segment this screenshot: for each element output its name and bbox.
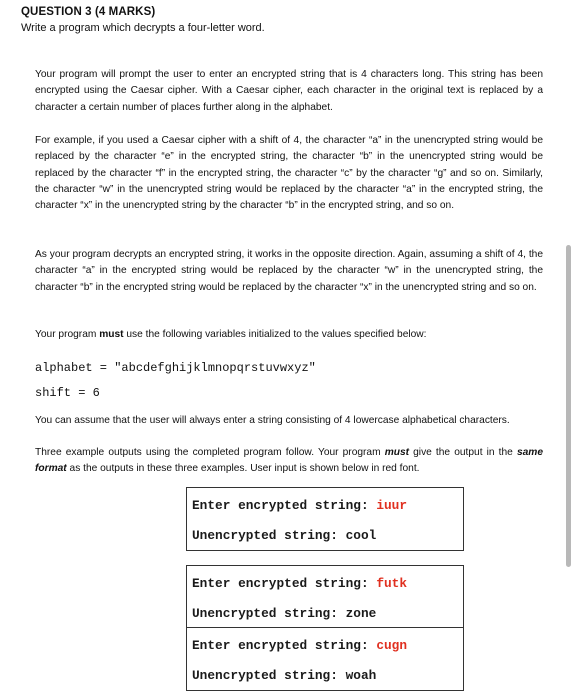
example-result-line: Unencrypted string: cool <box>192 528 377 543</box>
example-prompt-line: Enter encrypted string: cugn <box>192 638 408 653</box>
example-result-line: Unencrypted string: zone <box>192 606 377 621</box>
vertical-scrollbar[interactable] <box>566 245 571 567</box>
paragraph-assumption: You can assume that the user will always enter a string consisting of 4 lowercase alphabetical characters. <box>35 415 510 426</box>
example-prompt-line: Enter encrypted string: futk <box>192 576 408 591</box>
example-output-box <box>186 565 464 629</box>
paragraph-decrypt: As your program decrypts an encrypted string, it works in the opposite direction. Again, assuming a shift of 4, the character “a” in the encrypted string would be replaced by the character “w” in the unencrypted string, the character “b” in the encrypted string would be replaced by the character “x” in the unencrypted string and so on. <box>35 249 543 293</box>
p6-c: give the output in the <box>409 447 517 458</box>
question-number: QUESTION 3 <box>21 6 92 18</box>
example-output-box <box>186 487 464 551</box>
p6-e: as the outputs in these three examples. User input is shown below in red font. <box>66 463 420 475</box>
question-heading <box>21 6 155 18</box>
example-result-line: Unencrypted string: woah <box>192 668 377 683</box>
result-word: cool <box>345 528 377 543</box>
paragraph-example: For example, if you used a Caesar cipher with a shift of 4, the character “a” in the unencrypted string would be replaced by the character “e” in the encrypted string, the character “b” in the unencrypted string would be replaced by the character “f” in the encrypted string, the character “c” by the character “g” and so on. Similarly, the character “w” in the unencrypted string would be replaced by the character “a” in the encrypted string, the character “x” in the unencrypted string by the character “b” in the encrypted string, and so on. <box>35 135 543 212</box>
example-output-box <box>186 627 464 691</box>
question-marks: (4 MARKS) <box>94 6 156 18</box>
p6-same-format: same format <box>35 447 543 475</box>
question-subtitle: Write a program which decrypts a four-letter word. <box>21 22 265 34</box>
user-input: cugn <box>376 638 408 653</box>
code-alphabet: alphabet = "abcdefghijklmnopqrstuvwxyz" <box>35 361 316 375</box>
user-input: futk <box>376 576 408 591</box>
code-shift: shift = 6 <box>35 386 100 400</box>
result-word: zone <box>345 606 377 621</box>
paragraph-variables <box>35 327 543 343</box>
user-input: iuur <box>376 498 408 513</box>
p4-after: use the following variables initialized to the values specified below: <box>123 329 427 340</box>
p6-must: must <box>384 447 410 458</box>
p4-before: Your program <box>35 329 100 340</box>
p6-a: Three example outputs using the completed program follow. Your program <box>35 447 385 458</box>
paragraph-format <box>35 445 543 478</box>
example-prompt-line: Enter encrypted string: iuur <box>192 498 408 513</box>
result-word: woah <box>345 668 377 683</box>
paragraph-intro: Your program will prompt the user to enter an encrypted string that is 4 characters long. This string has been encrypted using the Caesar cipher. With a Caesar cipher, each character in the original text is replaced by a character a certain number of places further along in the alphabet. <box>35 69 543 113</box>
p4-bold: must <box>99 329 124 340</box>
